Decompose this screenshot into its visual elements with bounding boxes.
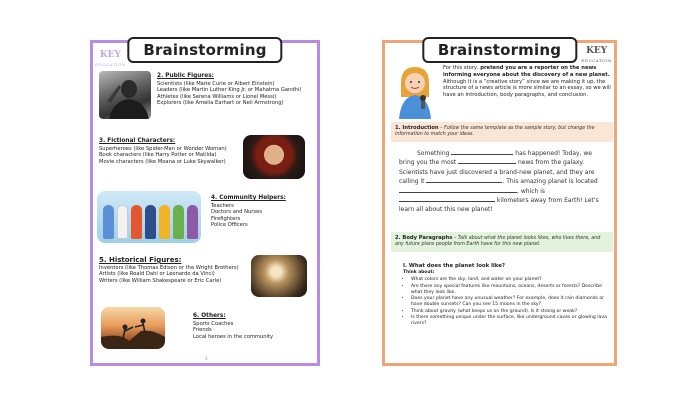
- section-heading: 6. Others:: [193, 313, 226, 319]
- list-item: Movie characters (like Moana or Luke Skywalker): [99, 158, 226, 165]
- section-heading: 4. Community Helpers:: [211, 195, 286, 201]
- list-item: Leaders (like Martin Luther King Jr. or Mahatma Gandhi): [157, 87, 302, 94]
- helper-figure: [145, 205, 156, 239]
- list-item: Book characters (like Harry Potter or Matilda): [99, 152, 217, 159]
- think-about-label: Think about:: [403, 270, 435, 275]
- right-page-title: Brainstorming: [422, 37, 577, 63]
- section-others: [193, 313, 313, 340]
- martin-luther-king-photo: [99, 71, 151, 119]
- introduction-instruction-band: 1. Introduction – Follow the same template as the sample story, but change the information to match your ideas.: [391, 122, 613, 142]
- helper-figure: [117, 205, 128, 239]
- section-heading: 2. Public Figures:: [157, 73, 214, 79]
- question-item: • Think about gravity (what keeps us on the ground). Is it strong or weak?: [411, 309, 608, 315]
- blank-field[interactable]: [399, 187, 517, 193]
- question-title: I. What does the planet look like?: [403, 263, 505, 269]
- list-item: Scientists (like Marie Curie or Albert Einstein): [157, 80, 275, 87]
- reporter-illustration: [393, 63, 437, 119]
- question-item: • What colors are the sky, land, and water on your planet?: [411, 277, 608, 283]
- section-public-figures: [157, 73, 317, 107]
- list-item: Firefighters: [211, 215, 241, 222]
- list-item: Teachers: [211, 202, 234, 209]
- blank-field[interactable]: [399, 196, 495, 202]
- helper-figure: [131, 205, 142, 239]
- section-community-helpers: [211, 195, 311, 229]
- left-page-title: Brainstorming: [127, 37, 282, 63]
- list-item: Sports Coaches: [193, 320, 234, 327]
- list-item: Athletes (like Serena Williams or Lionel Messi): [157, 93, 277, 100]
- body-paragraphs-instruction-band: 2. Body Paragraphs – Talk about what the planet looks likes, who lives there, and any future plans people from Earth have for this new planet.: [391, 232, 613, 252]
- key-education-logo: KEY EDUCATION: [95, 50, 126, 67]
- section-heading: 3. Fictional Characters:: [99, 138, 176, 144]
- section-heading: 5. Historical Figures:: [99, 256, 182, 264]
- introduction-label: 1. Introduction: [395, 125, 439, 131]
- blank-field[interactable]: [458, 158, 516, 164]
- helper-figure: [187, 205, 198, 239]
- list-item: Explorers (like Amelia Earhart or Neil Armstrong): [157, 100, 284, 107]
- list-item: Writers (like William Shakespeare or Eric Carle): [99, 277, 222, 284]
- list-item: Friends: [193, 327, 212, 334]
- assignment-intro-text: For this story, pretend you are a reporter on the news informing everyone about the discovery of a new planet. Although it is a “creative story” since we are making it up, the structure of a news article is more similar to an essay, so we will have an introduction, body paragraphs, and conclusion.: [443, 65, 611, 99]
- community-helpers-illustration: [97, 191, 201, 243]
- section-fictional-characters: [99, 138, 244, 165]
- blank-field[interactable]: [451, 149, 513, 155]
- page-number: 3: [205, 356, 208, 361]
- question-item: • Are there any special features like mountains, oceans, deserts or forests? Describe what they look like.: [411, 284, 608, 296]
- helper-figure: [103, 205, 114, 239]
- section-historical-figures: [99, 257, 249, 284]
- key-education-logo: KEY EDUCATION: [581, 46, 612, 63]
- list-item: Inventors (like Thomas Edison or the Wright Brothers): [99, 264, 239, 271]
- right-worksheet-page: [382, 40, 617, 366]
- question-item: • Does your planet have any unusual weather? For example, does it rain diamonds or have double sunsets? Can you see 15 moons in the sky?: [411, 296, 608, 308]
- helping-hand-climbers-photo: [101, 307, 165, 349]
- body-paragraphs-label: 2. Body Paragraphs: [395, 235, 453, 241]
- list-item: Local heroes in the community: [193, 333, 274, 340]
- iron-man-photo: [243, 135, 305, 179]
- question-item: • Is there something unique under the surface, like underground caves or glowing lava rivers?: [411, 315, 608, 327]
- story-template: Something has happened! Today, we bring you the most news from the galaxy. Scientists have just discovered a brand-new planet, and they are calling it . This amazing planet is located , which is kilometers away from Earth! Let’s learn all about this new planet!: [399, 150, 599, 214]
- thomas-edison-photo: [251, 255, 307, 297]
- list-item: Artists (like Roald Dahl or Leonardo da Vinci): [99, 271, 215, 278]
- planet-questions: [403, 263, 608, 328]
- left-worksheet-page: [90, 40, 320, 366]
- list-item: Superheroes (like Spider-Man or Wonder Woman): [99, 145, 227, 152]
- blank-field[interactable]: [426, 177, 502, 183]
- list-item: Doctors and Nurses: [211, 209, 263, 216]
- helper-figure: [159, 205, 170, 239]
- list-item: Police Officers: [211, 222, 248, 229]
- helper-figure: [173, 205, 184, 239]
